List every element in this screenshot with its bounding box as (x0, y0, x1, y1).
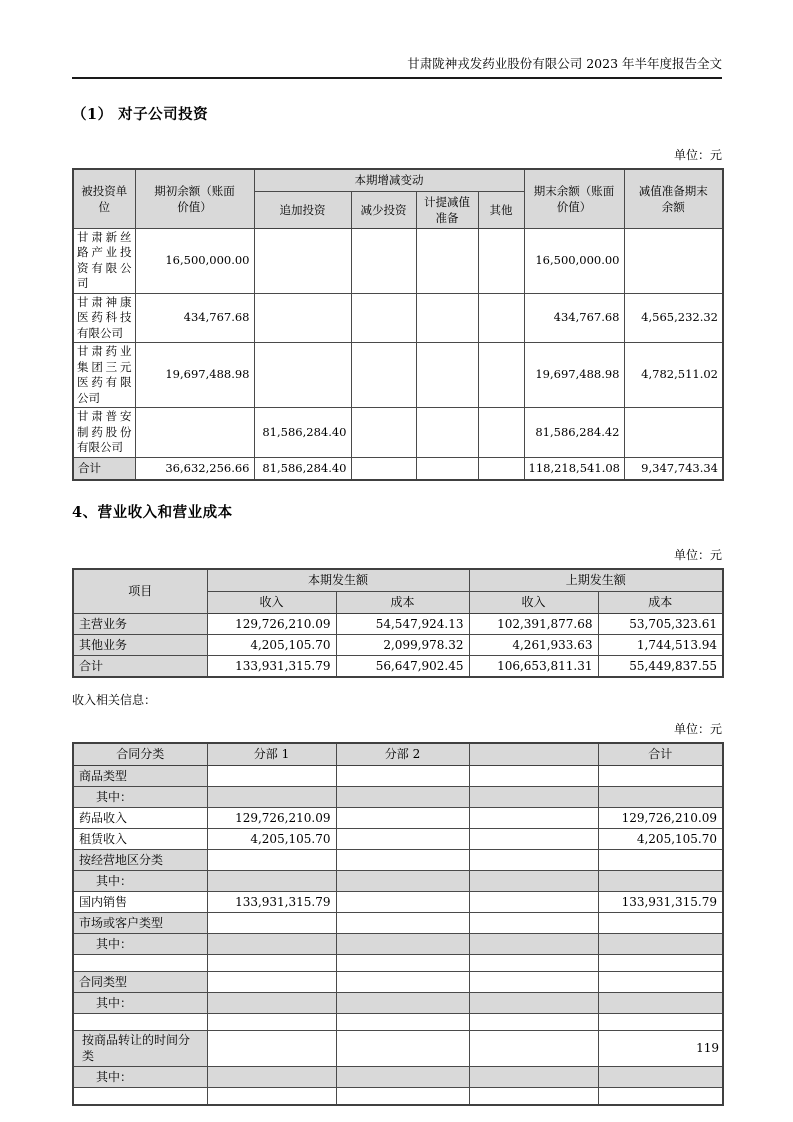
cell-total-label: 合计 (73, 655, 207, 677)
col-item: 项目 (73, 569, 207, 613)
cell-other (478, 293, 524, 343)
col-other: 其他 (478, 191, 524, 228)
cell-segment-1 (207, 913, 336, 934)
cell-blank (469, 1031, 598, 1067)
cell-segment-2 (336, 808, 469, 829)
cell-segment-1 (207, 1014, 336, 1031)
unit-label: 单位：元 (673, 721, 722, 736)
col-blank (469, 743, 598, 766)
cell-current-cost: 2,099,978.32 (336, 634, 469, 655)
cell-total-label: 合计 (73, 457, 135, 480)
cell-reduce (351, 457, 416, 480)
cell-category: 商品类型 (73, 766, 207, 787)
table-row (73, 1031, 723, 1067)
cell-segment-1 (207, 871, 336, 892)
cell-category: 按商品转让的时间分类 (73, 1031, 207, 1067)
cell-segment-2 (336, 913, 469, 934)
cell-blank (469, 787, 598, 808)
table-total-row (73, 655, 723, 677)
col-group-current-period: 本期发生额 (207, 569, 469, 591)
cell-total (598, 913, 723, 934)
table-row (73, 871, 723, 892)
col-impairment-end: 减值准备期末余额 (624, 169, 723, 228)
col-end-balance: 期末余额（账面价值） (524, 169, 624, 228)
cell-blank (469, 934, 598, 955)
col-impairment-provision: 计提减值准备 (416, 191, 478, 228)
cell-total (598, 972, 723, 993)
revenue-note: 收入相关信息： (72, 692, 157, 707)
table-row (73, 613, 723, 634)
table-row (73, 343, 723, 408)
cell-total (598, 1014, 723, 1031)
cell-category: 其中： (73, 934, 207, 955)
cell-category: 其中： (73, 993, 207, 1014)
table-row (73, 892, 723, 913)
cell-total (598, 871, 723, 892)
cell-total (598, 993, 723, 1014)
cell-impair-end: 4,782,511.02 (624, 343, 723, 408)
cell-impair-end: 9,347,743.34 (624, 457, 723, 480)
cell-blank (469, 829, 598, 850)
cell-current-cost: 56,647,902.45 (336, 655, 469, 677)
revenue-cost-table (72, 568, 724, 678)
cell-begin: 19,697,488.98 (135, 343, 254, 408)
cell-blank (469, 1088, 598, 1105)
cell-prior-income: 102,391,877.68 (469, 613, 598, 634)
table-row (73, 913, 723, 934)
cell-blank (469, 1067, 598, 1088)
cell-item: 主营业务 (73, 613, 207, 634)
cell-segment-1: 4,205,105.70 (207, 829, 336, 850)
cell-segment-1 (207, 787, 336, 808)
table-row (73, 934, 723, 955)
table-row (73, 408, 723, 458)
cell-blank (469, 993, 598, 1014)
page-number: 119 (696, 1041, 719, 1055)
cell-segment-1 (207, 1067, 336, 1088)
cell-category: 其中： (73, 871, 207, 892)
cell-segment-1 (207, 955, 336, 972)
cell-impair-end: 4,565,232.32 (624, 293, 723, 343)
unit-label: 单位：元 (673, 548, 722, 562)
cell-current-income: 129,726,210.09 (207, 613, 336, 634)
cell-add (254, 228, 351, 293)
table-header-row (73, 743, 723, 766)
table-row (73, 993, 723, 1014)
cell-impair (416, 228, 478, 293)
cell-impair-end (624, 408, 723, 458)
cell-total (598, 1088, 723, 1105)
cell-segment-2 (336, 1031, 469, 1067)
table-row (73, 1088, 723, 1105)
col-group-period-change: 本期增减变动 (254, 169, 524, 191)
cell-segment-2 (336, 993, 469, 1014)
cell-begin: 36,632,256.66 (135, 457, 254, 480)
cell-total (598, 850, 723, 871)
subsidiary-investment-table (72, 168, 724, 481)
col-total: 合计 (598, 743, 723, 766)
table-header-row (73, 569, 723, 591)
table-row (73, 766, 723, 787)
cell-segment-1: 129,726,210.09 (207, 808, 336, 829)
cell-segment-1 (207, 850, 336, 871)
cell-reduce (351, 408, 416, 458)
cell-impair-end (624, 228, 723, 293)
cell-add: 81,586,284.40 (254, 408, 351, 458)
cell-segment-2 (336, 892, 469, 913)
cell-segment-2 (336, 787, 469, 808)
cell-end: 434,767.68 (524, 293, 624, 343)
cell-add (254, 343, 351, 408)
cell-segment-2 (336, 955, 469, 972)
cell-total (598, 934, 723, 955)
cell-impair (416, 457, 478, 480)
cell-other (478, 457, 524, 480)
cell-blank (469, 808, 598, 829)
col-segment-2: 分部 2 (336, 743, 469, 766)
cell-total: 133,931,315.79 (598, 892, 723, 913)
cell-investee: 甘肃新丝路产业投资有限公司 (73, 228, 135, 293)
cell-segment-1 (207, 1031, 336, 1067)
cell-segment-1 (207, 972, 336, 993)
cell-segment-2 (336, 1088, 469, 1105)
cell-segment-2 (336, 972, 469, 993)
report-header: 甘肃陇神戎发药业股份有限公司 2023 年半年度报告全文 (72, 54, 722, 79)
col-current-cost: 成本 (336, 591, 469, 613)
cell-impair (416, 293, 478, 343)
cell-investee: 甘肃药业集团三元医药有限公司 (73, 343, 135, 408)
cell-blank (469, 766, 598, 787)
contract-classification-table (72, 742, 724, 1106)
cell-end: 118,218,541.08 (524, 457, 624, 480)
cell-investee: 甘肃普安制药股份有限公司 (73, 408, 135, 458)
cell-end: 16,500,000.00 (524, 228, 624, 293)
cell-prior-cost: 1,744,513.94 (598, 634, 723, 655)
cell-category: 其中： (73, 787, 207, 808)
table-row (73, 972, 723, 993)
cell-total: 4,205,105.70 (598, 829, 723, 850)
table-row (73, 829, 723, 850)
unit-label: 单位：元 (673, 148, 722, 162)
table-row (73, 787, 723, 808)
cell-reduce (351, 343, 416, 408)
section-title-subsidiary-investment: （1） 对子公司投资 (72, 106, 209, 123)
cell-current-income: 133,931,315.79 (207, 655, 336, 677)
section-title-revenue-cost: 4、营业收入和营业成本 (72, 504, 233, 521)
cell-category: 药品收入 (73, 808, 207, 829)
cell-segment-1 (207, 993, 336, 1014)
table-row (73, 228, 723, 293)
cell-end: 81,586,284.42 (524, 408, 624, 458)
col-contract-class: 合同分类 (73, 743, 207, 766)
cell-reduce (351, 228, 416, 293)
table-row (73, 955, 723, 972)
page-content (72, 54, 722, 1106)
cell-segment-2 (336, 871, 469, 892)
cell-add: 81,586,284.40 (254, 457, 351, 480)
col-reduce-investment: 减少投资 (351, 191, 416, 228)
cell-begin (135, 408, 254, 458)
col-add-investment: 追加投资 (254, 191, 351, 228)
cell-prior-cost: 55,449,837.55 (598, 655, 723, 677)
cell-category: 其中： (73, 1067, 207, 1088)
table-header-row (73, 169, 723, 191)
cell-total: 129,726,210.09 (598, 808, 723, 829)
cell-end: 19,697,488.98 (524, 343, 624, 408)
table-row (73, 1067, 723, 1088)
cell-blank (469, 871, 598, 892)
cell-total (598, 1067, 723, 1088)
cell-blank (469, 913, 598, 934)
col-segment-1: 分部 1 (207, 743, 336, 766)
cell-segment-2 (336, 766, 469, 787)
cell-prior-cost: 53,705,323.61 (598, 613, 723, 634)
cell-blank (469, 955, 598, 972)
cell-investee: 甘肃神康医药科技有限公司 (73, 293, 135, 343)
cell-category (73, 1088, 207, 1105)
col-current-income: 收入 (207, 591, 336, 613)
cell-other (478, 343, 524, 408)
cell-item: 其他业务 (73, 634, 207, 655)
cell-segment-2 (336, 850, 469, 871)
cell-segment-1: 133,931,315.79 (207, 892, 336, 913)
cell-category: 国内销售 (73, 892, 207, 913)
cell-segment-2 (336, 934, 469, 955)
cell-category: 市场或客户类型 (73, 913, 207, 934)
cell-prior-income: 106,653,811.31 (469, 655, 598, 677)
table-total-row (73, 457, 723, 480)
cell-segment-2 (336, 1014, 469, 1031)
table-row (73, 1014, 723, 1031)
col-prior-cost: 成本 (598, 591, 723, 613)
cell-category (73, 955, 207, 972)
cell-reduce (351, 293, 416, 343)
cell-impair (416, 343, 478, 408)
cell-category: 按经营地区分类 (73, 850, 207, 871)
cell-segment-2 (336, 829, 469, 850)
cell-blank (469, 972, 598, 993)
cell-add (254, 293, 351, 343)
cell-category (73, 1014, 207, 1031)
table-row (73, 808, 723, 829)
table-row (73, 634, 723, 655)
cell-segment-1 (207, 934, 336, 955)
cell-other (478, 228, 524, 293)
cell-segment-2 (336, 1067, 469, 1088)
cell-total (598, 955, 723, 972)
col-group-prior-period: 上期发生额 (469, 569, 723, 591)
cell-current-income: 4,205,105.70 (207, 634, 336, 655)
table-row (73, 850, 723, 871)
cell-segment-1 (207, 1088, 336, 1105)
table-row (73, 293, 723, 343)
cell-begin: 434,767.68 (135, 293, 254, 343)
cell-begin: 16,500,000.00 (135, 228, 254, 293)
cell-blank (469, 850, 598, 871)
col-begin-balance: 期初余额（账面价值） (135, 169, 254, 228)
cell-blank (469, 1014, 598, 1031)
cell-total (598, 787, 723, 808)
cell-category: 合同类型 (73, 972, 207, 993)
col-investee: 被投资单位 (73, 169, 135, 228)
cell-blank (469, 892, 598, 913)
cell-total (598, 766, 723, 787)
cell-category: 租赁收入 (73, 829, 207, 850)
cell-segment-1 (207, 766, 336, 787)
col-prior-income: 收入 (469, 591, 598, 613)
cell-current-cost: 54,547,924.13 (336, 613, 469, 634)
cell-impair (416, 408, 478, 458)
cell-other (478, 408, 524, 458)
cell-prior-income: 4,261,933.63 (469, 634, 598, 655)
